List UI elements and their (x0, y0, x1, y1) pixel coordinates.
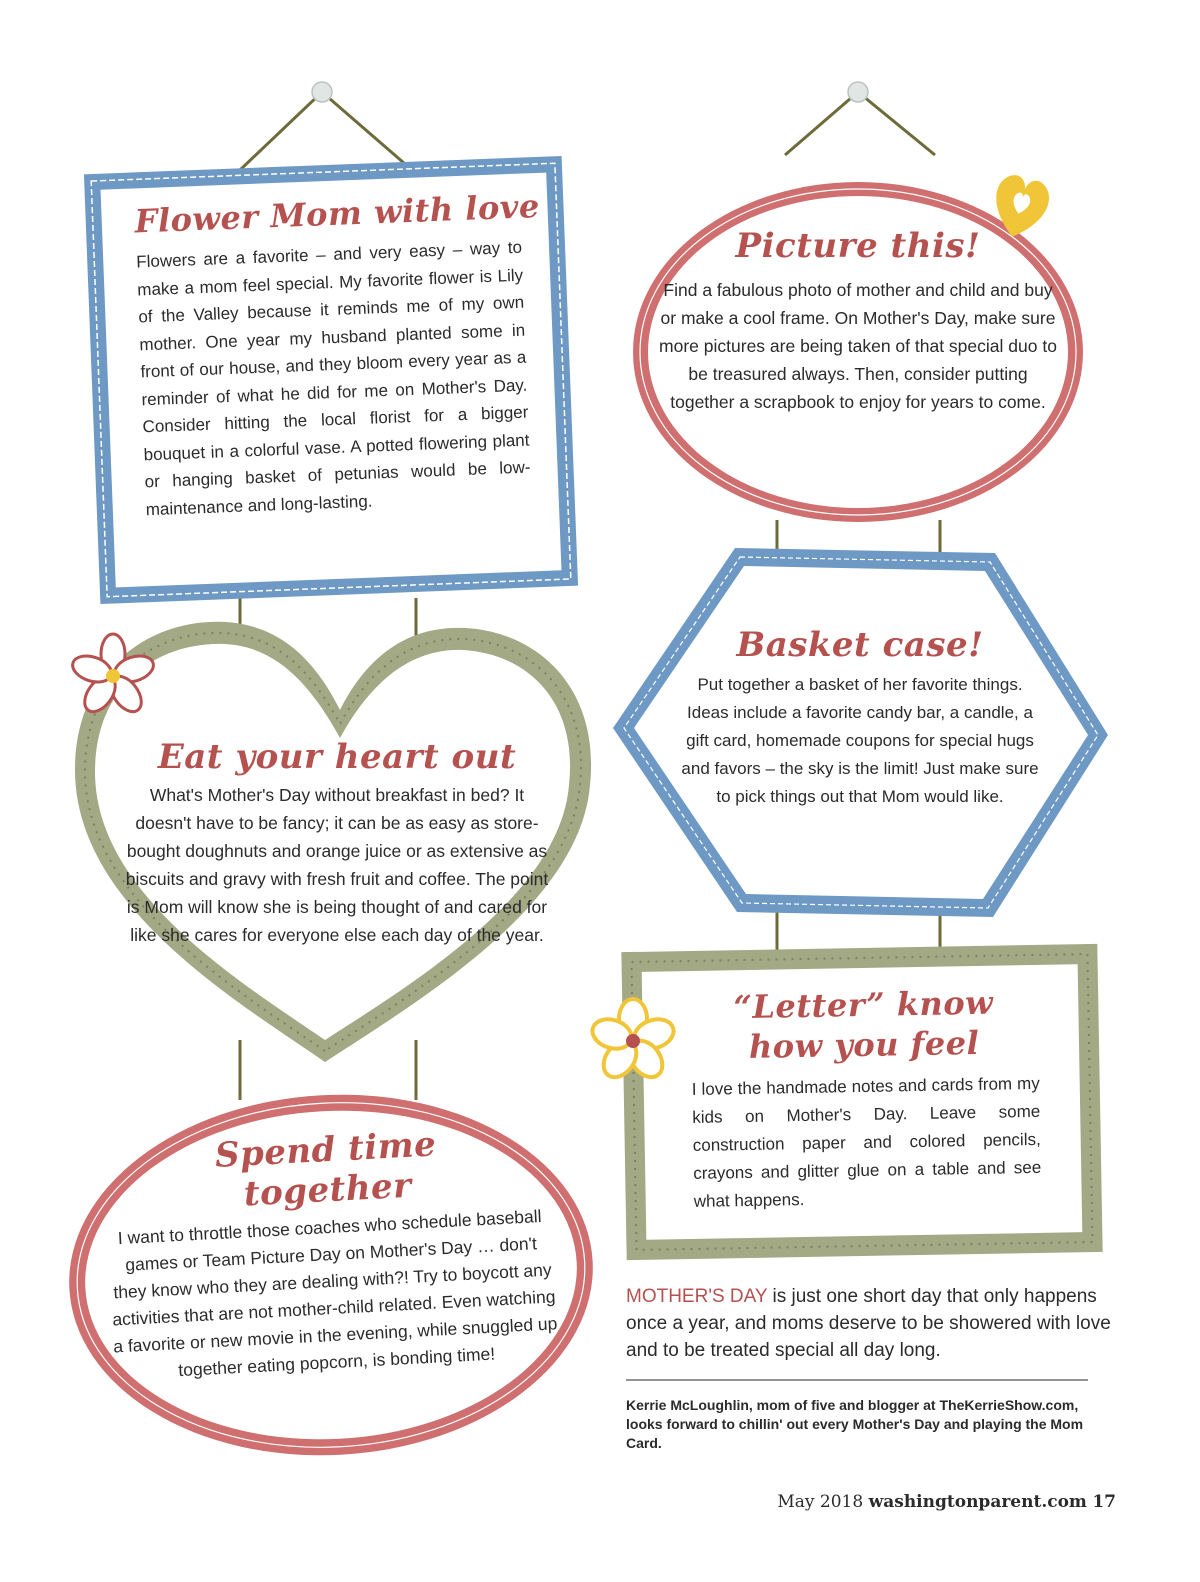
string-left-top (240, 92, 412, 170)
author-bio: Kerrie McLoughlin, mom of five and blogger at TheKerrieShow.com, looks forward to chillin' out every Mother's Day and playing the Mom Card. (626, 1397, 1084, 1451)
closing-paragraph (626, 1283, 1111, 1364)
section-basket-case (664, 625, 1056, 811)
section-title: Picture this! (735, 226, 981, 266)
section-spend-time (102, 1118, 560, 1387)
section-title: Spend time together (213, 1124, 438, 1215)
page-number: 17 (1092, 1492, 1116, 1512)
section-title: Flower Mom with love (133, 186, 541, 241)
pin-icon (848, 82, 868, 102)
section-title: Basket case! (736, 625, 984, 665)
section-body: Put together a basket of her favorite things. Ideas include a favorite candy bar, a candle, a gift card, homemade coupons for special hugs and favors – the sky is the limit! Just make sure to pick things out that Mom would like. (681, 675, 1039, 806)
section-body: Find a fabulous photo of mother and child and buy or make a cool frame. On Mother's Day, make sure more pictures are being taken of that special duo to be treasured always. Then, consider putting together a scrapbook to enjoy for years to come. (659, 280, 1057, 412)
section-body: I love the handmade notes and cards from my kids on Mother's Day. Leave some construction paper and colored pencils, crayons and glitter glue on a table and see what happens. (691, 1073, 1042, 1211)
section-title: Eat your heart out (157, 737, 517, 777)
closing-lead: MOTHER'S DAY (626, 1286, 768, 1307)
footer-date: May 2018 (777, 1492, 864, 1512)
section-flower-mom (133, 186, 541, 524)
section-letter (678, 982, 1042, 1216)
section-picture-this (656, 226, 1060, 416)
section-body: I want to throttle those coaches who schedule baseball games or Team Picture Day on Mother's Day … don't they know who they are dealing with?! Try to boycott any activities that are not mother-child related. Even watching a favorite or new movie in the evening, while snuggled up together eating popcorn, is bonding time! (111, 1205, 558, 1381)
closing-text: is just one short day that only happens once a year, and moms deserve to be showered with love and to be treated special all day long. (626, 1286, 1111, 1361)
page-footer (777, 1492, 1116, 1512)
section-title: “Letter” know how you feel (733, 983, 994, 1066)
footer-site: washingtonparent.com (868, 1492, 1087, 1512)
section-body: What's Mother's Day without breakfast in bed? It doesn't have to be fancy; it can be as easy as store-bought doughnuts and orange juice or as extensive as biscuits and gravy with fresh fruit and coffee. The point is Mom will know she is being thought of and cared for like she cares for everyone else each day of the year. (125, 785, 549, 945)
pin-icon (312, 82, 332, 102)
section-body: Flowers are a favorite – and very easy – way to make a mom feel special. My favorite flower is Lily of the Valley because it reminds me of my own mother. One year my husband planted some in front of our house, and they bloom every year as a reminder of what he did for me on Mother's Day. Consider hitting the local florist for a bigger bouquet in a colorful vase. A potted flowering plant or hanging basket of petunias would be low-maintenance and long-lasting. (135, 237, 531, 519)
section-eat-heart (112, 737, 562, 949)
